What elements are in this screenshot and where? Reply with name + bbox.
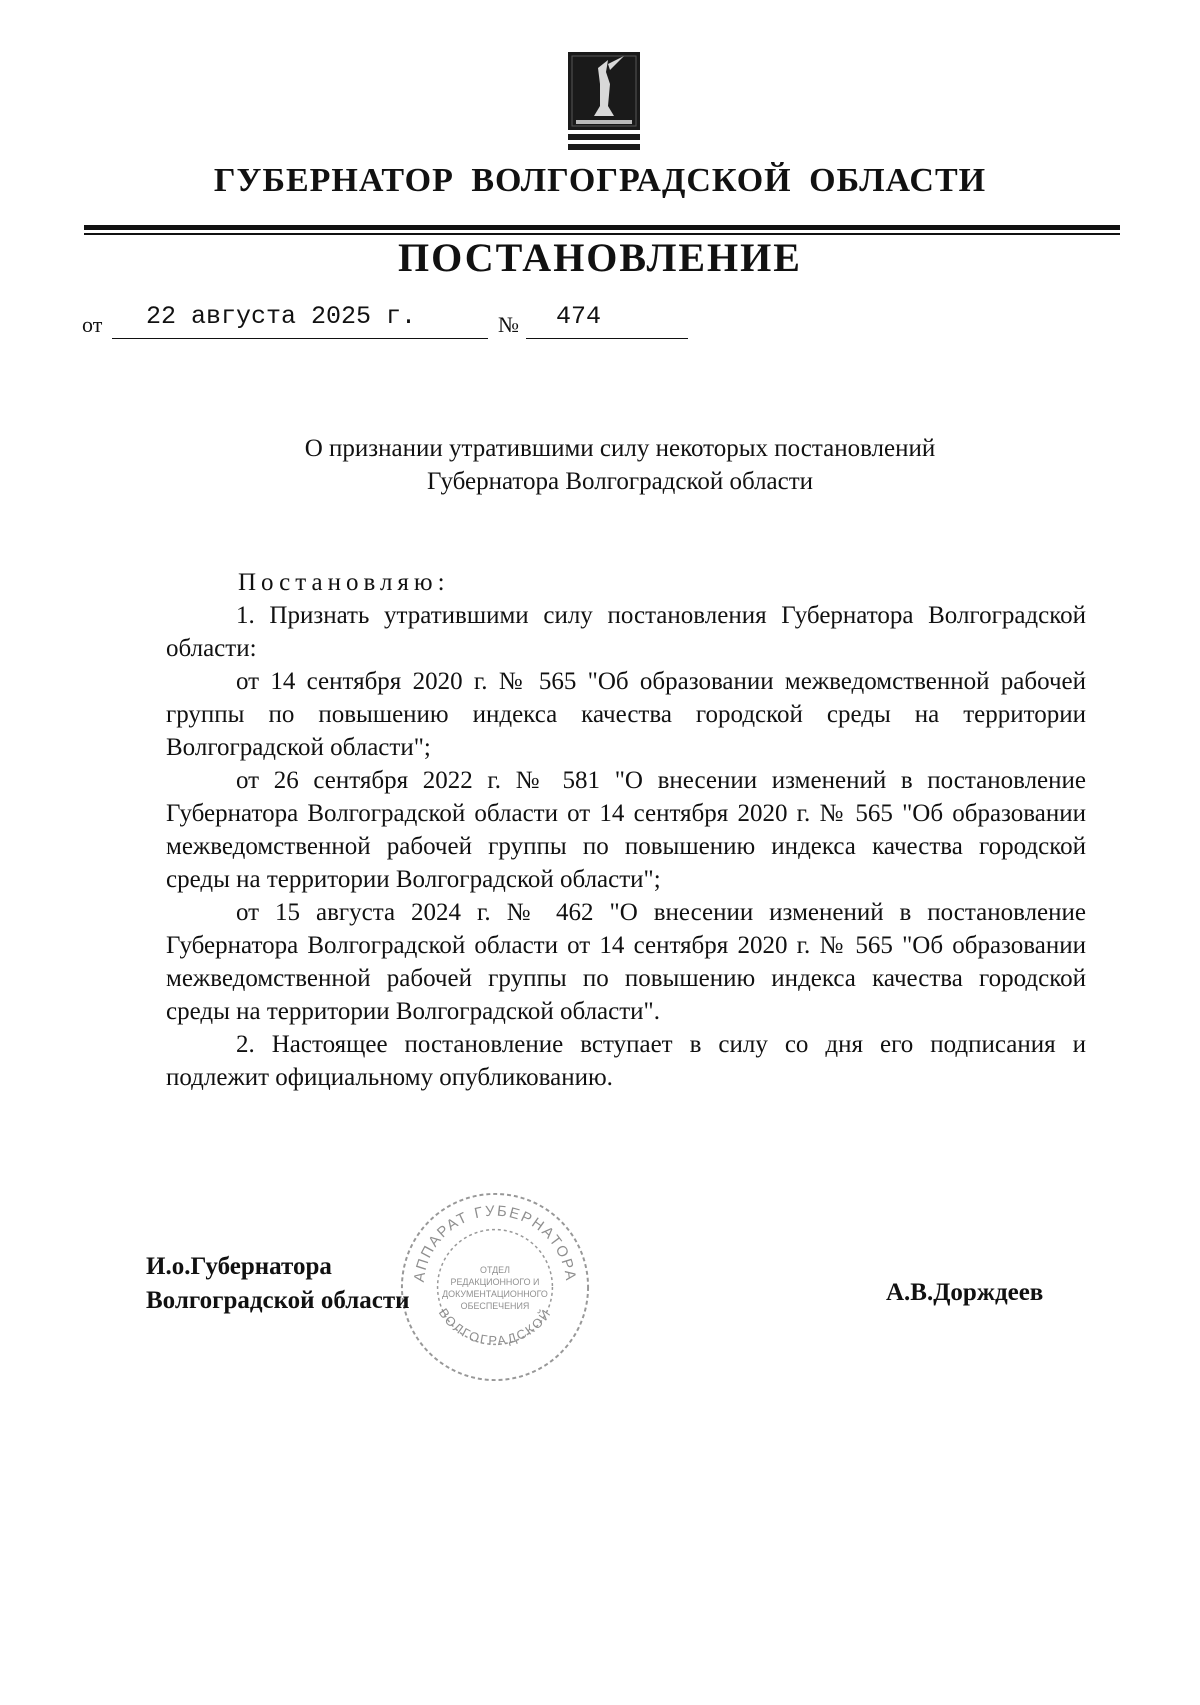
header-rule-thick [84, 225, 1120, 230]
coat-of-arms-emblem [564, 50, 644, 154]
date-underline [112, 338, 488, 339]
document-body [166, 566, 1086, 1094]
paragraph-2: 2. Настоящее постановление вступает в силу со дня его подписания и подлежит официальному опубликованию. [166, 1031, 1086, 1091]
date-prefix: от [82, 312, 103, 337]
paragraph-1-item-2: от 26 сентября 2022 г. № 581 "О внесении изменений в постановление Губернатора Волгоградской области от 14 сентября 2020 г. № 565 "Об образовании межведомственной рабочей группы по повышению индекса качества городской среды на территории Волгоградской области"; [166, 767, 1086, 893]
svg-text:РЕДАКЦИОННОГО И: РЕДАКЦИОННОГО И [450, 1277, 540, 1288]
paragraph-1-item-3: от 15 августа 2024 г. № 462 "О внесении изменений в постановление Губернатора Волгоградской области от 14 сентября 2020 г. № 565 "Об образовании межведомственной рабочей группы по повышению индекса качества городской среды на территории Волгоградской области". [166, 899, 1086, 1025]
number-prefix: № [498, 312, 519, 337]
signatory-position [146, 1250, 486, 1318]
document-number: 474 [556, 302, 602, 331]
subject-line-1: О признании утратившими силу некоторых постановлений [304, 435, 936, 462]
paragraph-1: 1. Признать утратившими силу постановления Губернатора Волгоградской области: [166, 602, 1086, 662]
paragraph-1-item-1: от 14 сентября 2020 г. № 565 "Об образовании межведомственной рабочей группы по повышению индекса качества городской среды на территории Волгоградской области"; [166, 668, 1086, 761]
svg-text:ДОКУМЕНТАЦИОННОГО: ДОКУМЕНТАЦИОННОГО [442, 1288, 548, 1299]
svg-text:ОТДЕЛ: ОТДЕЛ [480, 1265, 510, 1276]
svg-text:ОБЕСПЕЧЕНИЯ: ОБЕСПЕЧЕНИЯ [460, 1300, 530, 1311]
svg-text:АППАРАТ ГУБЕРНАТОРА: АППАРАТ ГУБЕРНАТОРА [411, 1203, 579, 1284]
document-type-title: ПОСТАНОВЛЕНИЕ [398, 235, 802, 280]
number-underline [526, 338, 688, 339]
svg-text:ВОЛГОГРАДСКОЙ: ВОЛГОГРАДСКОЙ [435, 1305, 555, 1349]
signatory-position-line-2: Волгоградской области [146, 1287, 410, 1314]
organization-title: ГУБЕРНАТОР ВОЛГОГРАДСКОЙ ОБЛАСТИ [213, 162, 987, 199]
signatory-position-line-1: И.о.Губернатора [146, 1253, 332, 1280]
subject-line-2: Губернатора Волгоградской области [426, 468, 814, 495]
document-date: 22 августа 2025 г. [146, 302, 417, 331]
document-subject [200, 432, 1040, 498]
decree-word: Постановляю: [238, 569, 450, 596]
signatory-name: А.В.Дорждеев [886, 1279, 1044, 1306]
